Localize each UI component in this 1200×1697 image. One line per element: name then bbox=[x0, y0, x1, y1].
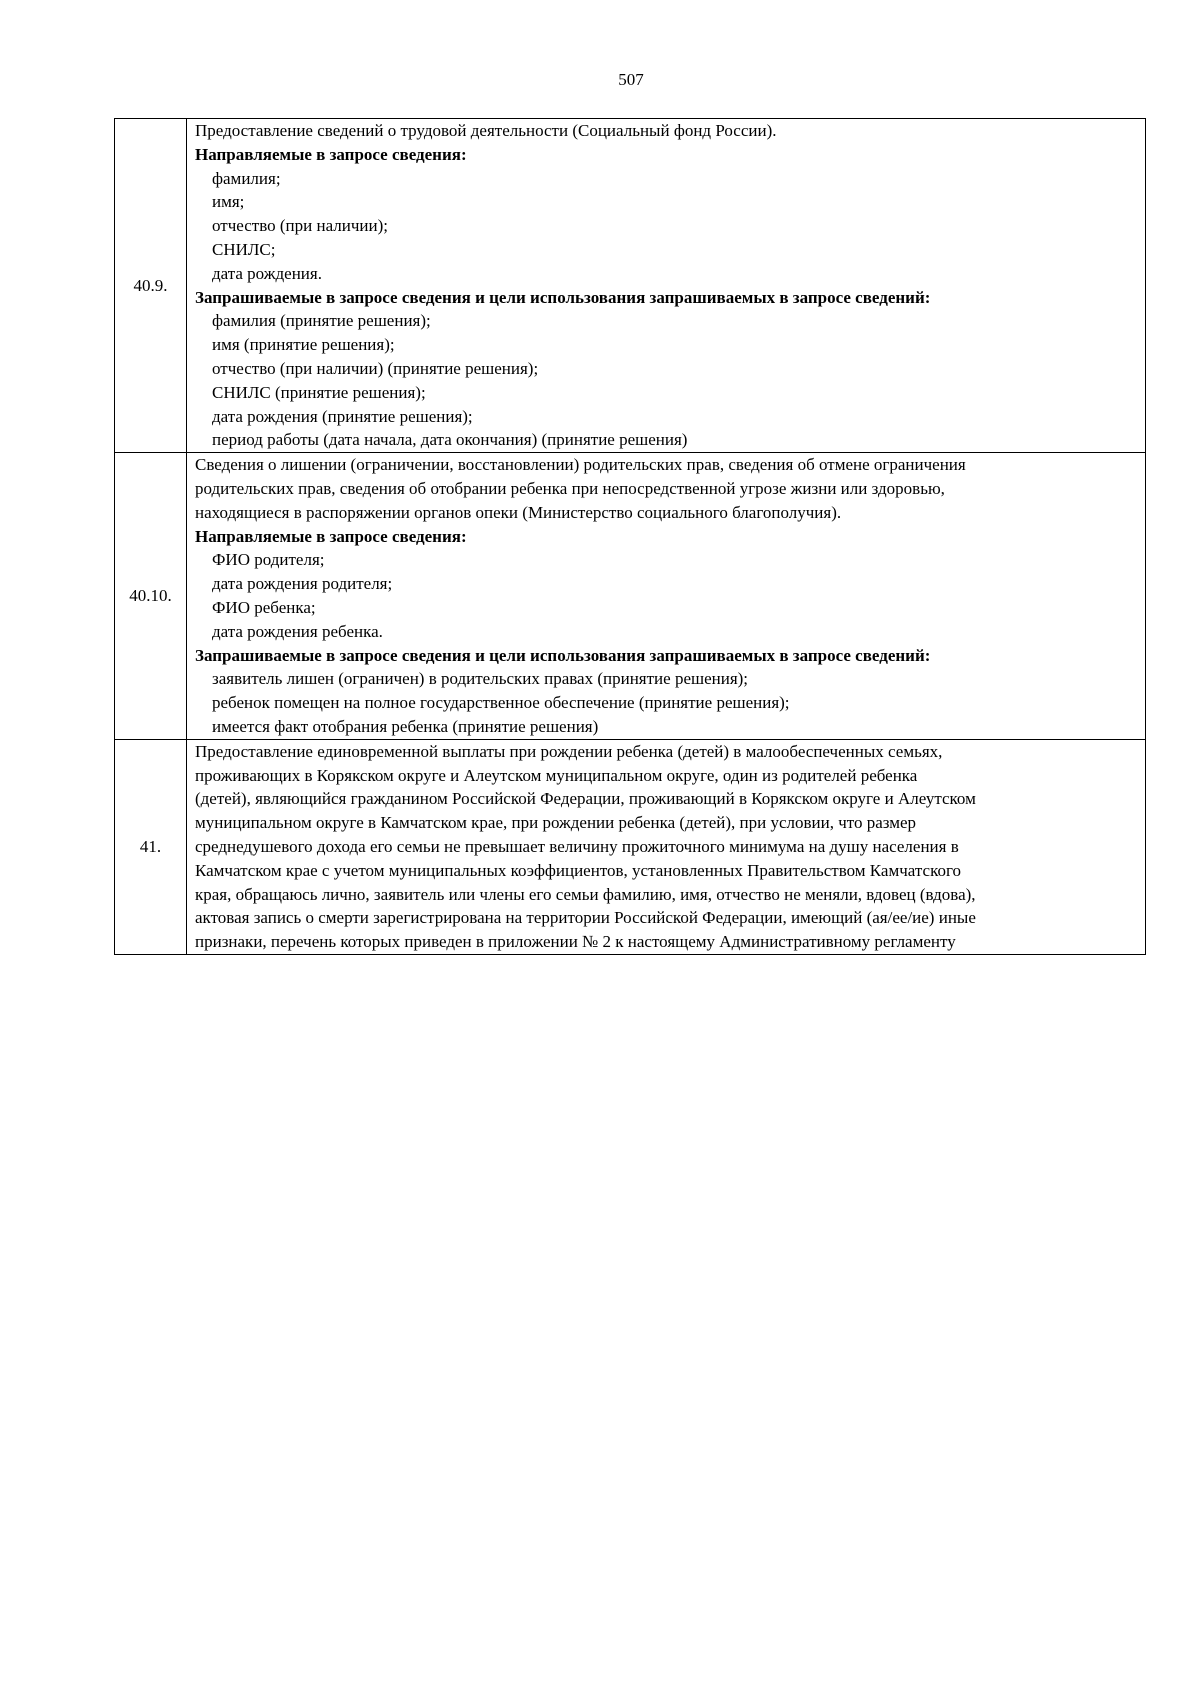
sent-item: ФИО родителя; bbox=[212, 550, 325, 570]
row-content bbox=[187, 119, 1146, 453]
sent-item: фамилия; bbox=[212, 168, 281, 188]
requested-item: ребенок помещен на полное государственное обеспечение (принятие решения); bbox=[212, 693, 790, 713]
row-intro: Предоставление сведений о трудовой деятельности (Социальный фонд России). bbox=[195, 121, 777, 140]
row-text-line: (детей), являющийся гражданином Российской Федерации, проживающий в Корякском округе и Алеутском bbox=[195, 789, 976, 809]
row-number: 40.10. bbox=[115, 453, 187, 740]
row-number: 41. bbox=[115, 739, 187, 954]
row-text-line: муниципальном округе в Камчатском крае, при рождении ребенка (детей), при условии, что размер bbox=[195, 813, 917, 833]
requested-heading: Запрашиваемые в запросе сведения и цели использования запрашиваемых в запросе сведений: bbox=[195, 645, 931, 665]
requested-item: период работы (дата начала, дата окончания) (принятие решения) bbox=[212, 430, 688, 450]
row-content bbox=[187, 453, 1146, 740]
row-text-line: Камчатском крае с учетом муниципальных коэффициентов, установленных Правительством Камчатского bbox=[195, 860, 962, 880]
row-intro-line: Сведения о лишении (ограничении, восстановлении) родительских прав, сведения об отмене ограничения bbox=[195, 455, 966, 475]
requested-item: имеется факт отобрания ребенка (принятие решения) bbox=[212, 716, 599, 736]
sent-item: СНИЛС; bbox=[212, 239, 276, 259]
sent-item: отчество (при наличии); bbox=[212, 216, 388, 236]
sent-item: дата рождения ребенка. bbox=[212, 621, 383, 641]
document-table bbox=[114, 118, 1146, 955]
row-intro-line: находящиеся в распоряжении органов опеки (Министерство социального благополучия). bbox=[195, 502, 842, 522]
requested-heading: Запрашиваемые в запросе сведения и цели использования запрашиваемых в запросе сведений: bbox=[195, 287, 931, 307]
requested-item: заявитель лишен (ограничен) в родительских правах (принятие решения); bbox=[212, 669, 749, 689]
requested-item: фамилия (принятие решения); bbox=[212, 311, 431, 331]
row-text-line: актовая запись о смерти зарегистрирована на территории Российской Федерации, имеющий (ая/ее/ие) иные bbox=[195, 908, 976, 928]
requested-item: СНИЛС (принятие решения); bbox=[212, 382, 426, 402]
row-text-line: края, обращаюсь лично, заявитель или члены его семьи фамилию, имя, отчество не меняли, вдовец (вдова), bbox=[195, 884, 976, 904]
sent-item: дата рождения родителя; bbox=[212, 574, 393, 594]
row-number: 40.9. bbox=[115, 119, 187, 453]
sent-item: ФИО ребенка; bbox=[212, 597, 316, 617]
sent-item: дата рождения. bbox=[212, 263, 322, 283]
sent-item: имя; bbox=[212, 192, 245, 212]
page-number: 507 bbox=[618, 70, 644, 89]
row-text-line: признаки, перечень которых приведен в приложении № 2 к настоящему Административному регламенту bbox=[195, 932, 956, 952]
table-row bbox=[115, 119, 1146, 453]
requested-item: дата рождения (принятие решения); bbox=[212, 406, 473, 426]
row-intro-line: родительских прав, сведения об отобрании ребенка при непосредственной угрозе жизни или здоровью, bbox=[195, 478, 945, 498]
table-row bbox=[115, 739, 1146, 954]
row-content bbox=[187, 739, 1146, 954]
requested-item: отчество (при наличии) (принятие решения); bbox=[212, 358, 539, 378]
table-row bbox=[115, 453, 1146, 740]
sent-heading: Направляемые в запросе сведения: bbox=[195, 526, 467, 546]
sent-heading: Направляемые в запросе сведения: bbox=[195, 144, 467, 164]
requested-item: имя (принятие решения); bbox=[212, 335, 395, 355]
row-text-line: проживающих в Корякском округе и Алеутском муниципальном округе, один из родителей ребенка bbox=[195, 765, 918, 785]
row-text-line: Предоставление единовременной выплаты при рождении ребенка (детей) в малообеспеченных семьях, bbox=[195, 741, 943, 761]
row-text-line: среднедушевого дохода его семьи не превышает величину прожиточного минимума на душу населения в bbox=[195, 836, 959, 856]
